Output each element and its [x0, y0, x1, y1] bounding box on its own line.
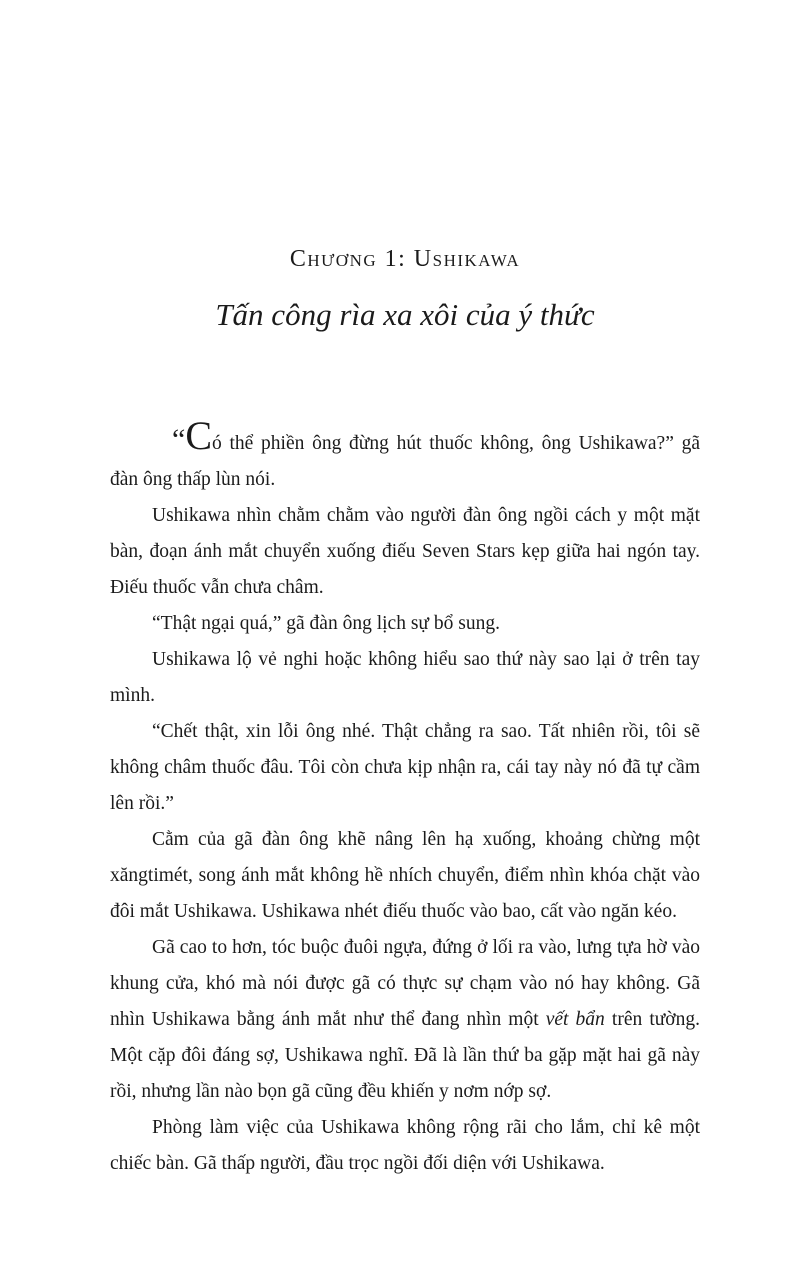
- text-segment: Cằm của gã đàn ông khẽ nâng lên hạ xuống, khoảng chừng một xăngtimét, song ánh mắt không hề nhích chuyển, điểm nhìn khóa chặt vào đôi mắt Ushikawa. Ushikawa nhét điếu thuốc vào bao, cất vào ngăn kéo.: [110, 829, 700, 923]
- text-segment: Phòng làm việc của Ushikawa không rộng rãi cho lắm, chỉ kê một chiếc bàn. Gã thấp người, đầu trọc ngồi đối diện với Ushikawa.: [110, 1117, 700, 1175]
- paragraph: [110, 642, 700, 714]
- paragraph: [110, 822, 700, 930]
- chapter-title: Tấn công rìa xa xôi của ý thức: [215, 297, 595, 333]
- text-segment-bigcap: C: [185, 413, 213, 459]
- paragraph: [110, 606, 700, 642]
- chapter-heading: Chương 1: Ushikawa: [289, 246, 521, 272]
- text-segment: Ushikawa lộ vẻ nghi hoặc không hiểu sao thứ này sao lại ở trên tay mình.: [110, 649, 700, 707]
- text-segment: Gã cao to hơn, tóc buộc đuôi ngựa, đứng ở lối ra vào, lưng tựa hờ vào khung cửa, khó mà nói được gã có thực sự chạm vào nó hay không. Gã nhìn Ushikawa bằng ánh mắt như thể đang nhìn một: [110, 937, 700, 1031]
- paragraph: [110, 1110, 700, 1182]
- text-segment: “Thật ngại quá,” gã đàn ông lịch sự bổ sung.: [152, 613, 500, 635]
- text-segment-quote: “: [172, 423, 186, 457]
- text-segment-italic: vết bẩn: [545, 1009, 605, 1031]
- text-segment: Ushikawa nhìn chằm chằm vào người đàn ông ngồi cách y một mặt bàn, đoạn ánh mắt chuyển xuống điếu Seven Stars kẹp giữa hai ngón tay. Điếu thuốc vẫn chưa châm.: [110, 505, 700, 599]
- paragraph: [110, 413, 700, 498]
- text-segment: ó thể phiền ông đừng hút thuốc không, ông Ushikawa?” gã đàn ông thấp lùn nói.: [110, 433, 700, 491]
- paragraph: [110, 930, 700, 1110]
- text-segment: “Chết thật, xin lỗi ông nhé. Thật chẳng ra sao. Tất nhiên rồi, tôi sẽ không châm thuốc đâu. Tôi còn chưa kịp nhận ra, cái tay này nó đã tự cầm lên rồi.”: [110, 721, 700, 815]
- body-text: [110, 413, 700, 1182]
- paragraph: [110, 714, 700, 822]
- paragraph: [110, 498, 700, 606]
- text-segment: trên tường. Một cặp đôi đáng sợ, Ushikawa nghĩ. Đã là lần thứ ba gặp mặt hai gã này rồi, nhưng lần nào bọn gã cũng đều khiến y nơm nớp sợ.: [110, 1009, 700, 1103]
